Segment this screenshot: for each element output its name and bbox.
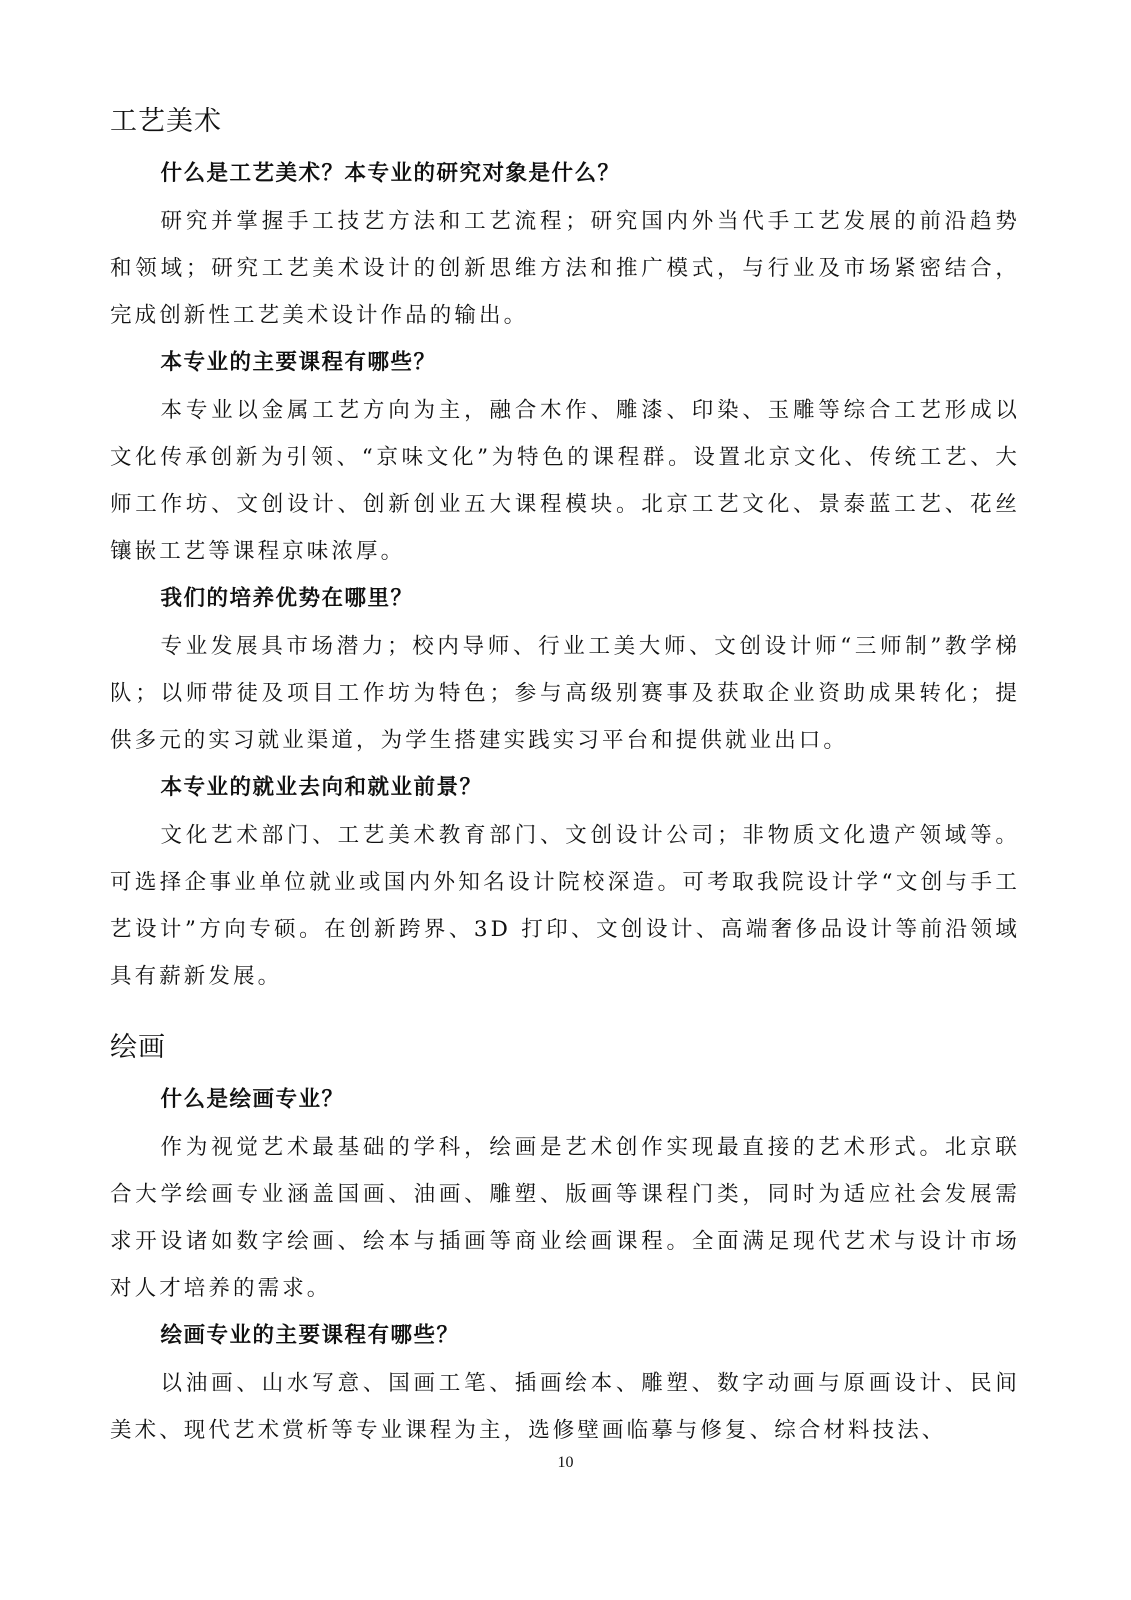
question-what-is-arts-crafts: 什么是工艺美术？本专业的研究对象是什么？ bbox=[160, 161, 621, 186]
question-main-courses: 本专业的主要课程有哪些？ bbox=[160, 350, 437, 375]
question-advantages: 我们的培养优势在哪里？ bbox=[160, 586, 414, 611]
section-title-painting: 绘画 bbox=[110, 1032, 166, 1063]
answer-main-courses: 本专业以金属工艺方向为主，融合木作、雕漆、印染、玉雕等综合工艺形成以文化传承创新为引领、“京味文化”为特色的课程群。设置北京文化、传统工艺、大师工作坊、文创设计、创新创业五大课程模块。北京工艺文化、景泰蓝工艺、花丝镶嵌工艺等课程京味浓厚。 bbox=[110, 398, 1020, 564]
page-content bbox=[110, 98, 1020, 1454]
answer-painting-courses: 以油画、山水写意、国画工笔、插画绘本、雕塑、数字动画与原画设计、民间美术、现代艺术赏析等专业课程为主，选修壁画临摹与修复、综合材料技法、 bbox=[110, 1371, 1020, 1443]
answer-advantages: 专业发展具市场潜力；校内导师、行业工美大师、文创设计师“三师制”教学梯队；以师带徒及项目工作坊为特色；参与高级别赛事及获取企业资助成果转化；提供多元的实习就业渠道，为学生搭建实践实习平台和提供就业出口。 bbox=[110, 634, 1020, 753]
answer-what-is-painting: 作为视觉艺术最基础的学科，绘画是艺术创作实现最直接的艺术形式。北京联合大学绘画专业涵盖国画、油画、雕塑、版画等课程门类，同时为适应社会发展需求开设诸如数字绘画、绘本与插画等商业绘画课程。全面满足现代艺术与设计市场对人才培养的需求。 bbox=[110, 1135, 1020, 1301]
answer-employment: 文化艺术部门、工艺美术教育部门、文创设计公司；非物质文化遗产领域等。可选择企事业单位就业或国内外知名设计院校深造。可考取我院设计学“文创与手工艺设计”方向专硕。在创新跨界、3D 打印、文创设计、高端奢侈品设计等前沿领域具有薪新发展。 bbox=[110, 823, 1020, 989]
question-employment: 本专业的就业去向和就业前景？ bbox=[160, 775, 483, 800]
answer-what-is-arts-crafts: 研究并掌握手工技艺方法和工艺流程；研究国内外当代手工艺发展的前沿趋势和领域；研究工艺美术设计的创新思维方法和推广模式，与行业及市场紧密结合，完成创新性工艺美术设计作品的输出。 bbox=[110, 209, 1020, 328]
question-painting-courses: 绘画专业的主要课程有哪些？ bbox=[160, 1323, 460, 1348]
page-number: 10 bbox=[557, 1454, 574, 1471]
section-title-arts-crafts: 工艺美术 bbox=[110, 106, 222, 137]
question-what-is-painting: 什么是绘画专业？ bbox=[160, 1087, 345, 1112]
